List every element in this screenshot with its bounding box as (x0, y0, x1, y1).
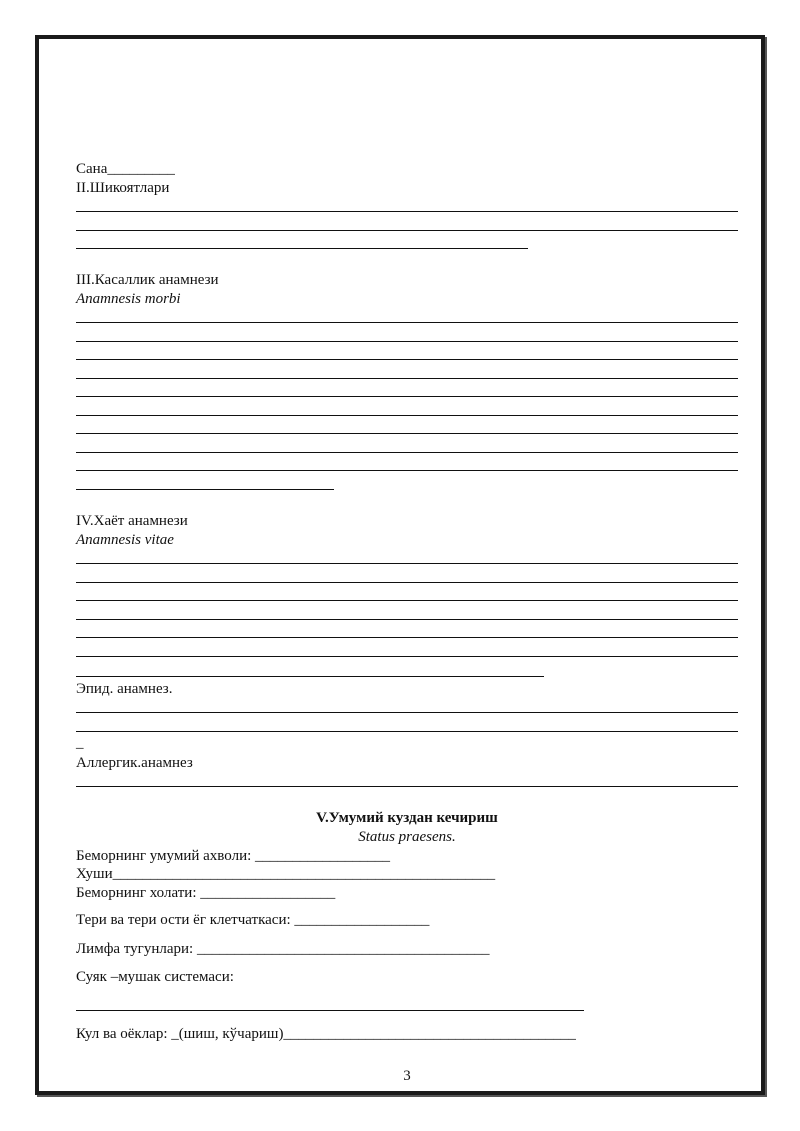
lymph-nodes-field: Лимфа тугунлари: _______________________________________ (76, 941, 490, 957)
epid-anamnesis-label: Эпид. анамнез. (76, 681, 173, 697)
musculoskeletal-label: Суяк –мушак системаси: (76, 969, 234, 985)
write-line (76, 712, 738, 713)
write-line (76, 230, 738, 231)
write-line (76, 582, 738, 583)
skin-field: Тери ва тери ости ёг клетчаткаси: __________________ (76, 912, 430, 928)
write-line (76, 396, 738, 397)
write-line (76, 676, 544, 677)
write-line (76, 452, 738, 453)
write-line (76, 619, 738, 620)
write-line (76, 470, 738, 471)
write-line (76, 656, 738, 657)
limbs-field: Кул ва оёклар: _(шиш, кўчариш)_______________________________________ (76, 1026, 576, 1042)
write-line (76, 489, 334, 490)
write-line (76, 731, 738, 732)
write-line (76, 563, 738, 564)
write-line (76, 433, 738, 434)
date-field: Сана_________ (76, 161, 175, 177)
section-complaints-title: II.Шикоятлари (76, 180, 170, 196)
write-line (76, 341, 738, 342)
section-status-latin: Status praesens. (358, 829, 456, 845)
patient-position-field: Беморнинг холати: __________________ (76, 885, 336, 901)
write-line (76, 637, 738, 638)
write-line (76, 248, 528, 249)
consciousness-field: Хуши___________________________________________________ (76, 866, 496, 882)
section-anamnesis-vitae-title: IV.Хаёт анамнези (76, 513, 188, 529)
section-anamnesis-morbi-title: III.Касаллик анамнези (76, 272, 219, 288)
write-line (76, 1010, 584, 1011)
write-line (76, 415, 738, 416)
write-line (76, 600, 738, 601)
section-anamnesis-vitae-latin: Anamnesis vitae (76, 532, 174, 548)
stray-underscore: _ (76, 735, 84, 751)
write-line (76, 786, 738, 787)
write-line (76, 359, 738, 360)
general-state-field: Беморнинг умумий ахволи: __________________ (76, 848, 391, 864)
write-line (76, 378, 738, 379)
page-number: 3 (403, 1068, 411, 1084)
section-anamnesis-morbi-latin: Anamnesis morbi (76, 291, 181, 307)
write-line (76, 211, 738, 212)
write-line (76, 322, 738, 323)
section-status-title: V.Умумий куздан кечириш (316, 810, 498, 826)
allergy-anamnesis-label: Аллергик.анамнез (76, 755, 193, 771)
